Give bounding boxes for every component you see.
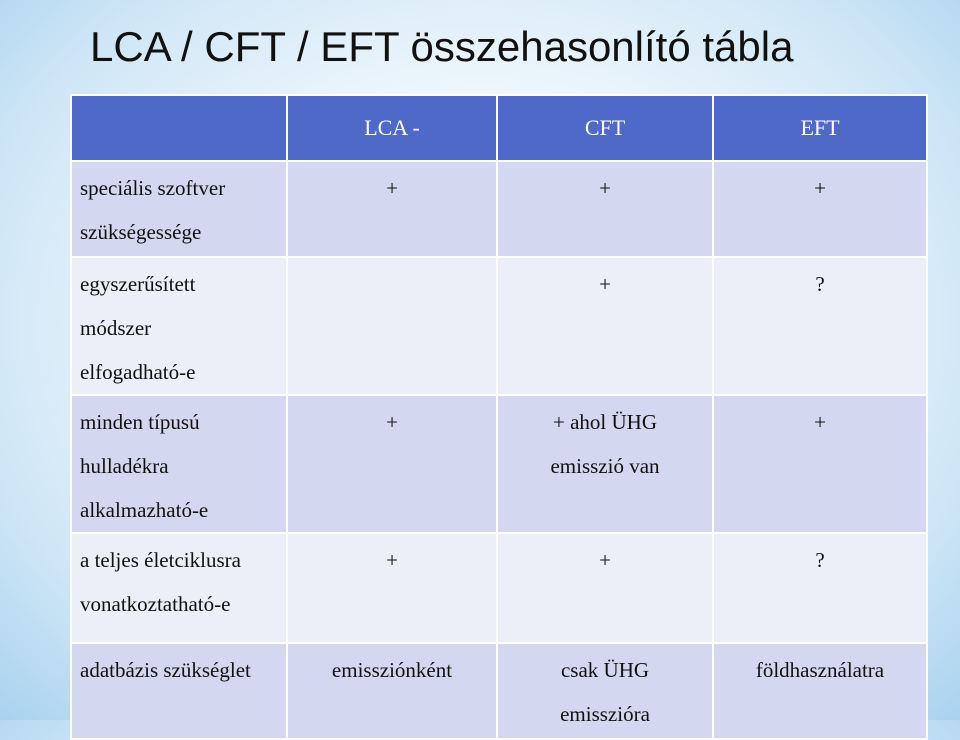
cell-text: + (599, 272, 611, 296)
header-cell-cft: CFT (497, 95, 713, 161)
row-label-line: szükségessége (80, 220, 202, 244)
comparison-table (70, 94, 928, 740)
row-label (71, 643, 287, 739)
cell-cft (497, 643, 713, 739)
cell-text: csak ÜHG (560, 658, 650, 682)
row-label-line: a teljes életciklusra (80, 548, 241, 572)
row-label (71, 533, 287, 643)
row-label-line: hulladékra (80, 454, 169, 478)
cell-text: emissziónként (331, 658, 453, 682)
cell-text: + (814, 410, 826, 434)
cell-text: + ahol ÜHG (553, 410, 657, 434)
cell-text: + (599, 176, 611, 200)
header-cell-lca: LCA - (287, 95, 497, 161)
table-row (71, 257, 927, 395)
cell-text: + (599, 548, 611, 572)
cell-eft (713, 643, 927, 739)
slide-title: LCA / CFT / EFT összehasonlító tábla (90, 23, 794, 70)
header-cell-empty (71, 95, 287, 161)
cell-text: emisszió van (550, 454, 660, 478)
cell-eft (713, 257, 927, 395)
cell-text: + (386, 548, 398, 572)
row-label-line: elfogadható-e (80, 360, 196, 384)
cell-text: ? (815, 272, 825, 296)
cell-eft (713, 395, 927, 533)
table-row (71, 395, 927, 533)
table-row (71, 643, 927, 739)
row-label-line: minden típusú (80, 410, 200, 434)
cell-text: ? (815, 548, 825, 572)
cell-text: földhasználatra (755, 658, 885, 682)
cell-text: + (814, 176, 826, 200)
cell-lca (287, 533, 497, 643)
cell-text: + (386, 410, 398, 434)
cell-text: + (386, 176, 398, 200)
cell-text: emisszióra (560, 702, 650, 726)
row-label (71, 257, 287, 395)
row-label-line: egyszerűsített (80, 272, 196, 296)
row-label-line: speciális szoftver (80, 176, 226, 200)
cell-cft (497, 395, 713, 533)
header-cell-eft: EFT (713, 95, 927, 161)
row-label-line: vonatkoztatható-e (80, 592, 231, 616)
cell-eft (713, 161, 927, 257)
cell-cft (497, 161, 713, 257)
row-label-line: alkalmazható-e (80, 498, 209, 522)
table-row (71, 533, 927, 643)
cell-cft (497, 257, 713, 395)
row-label-line: adatbázis szükséglet (80, 658, 251, 682)
table-row (71, 161, 927, 257)
cell-cft (497, 533, 713, 643)
cell-eft (713, 533, 927, 643)
row-label-line: módszer (80, 316, 152, 340)
row-label (71, 161, 287, 257)
header-row (71, 95, 927, 161)
cell-lca (287, 161, 497, 257)
cell-lca (287, 257, 497, 395)
row-label (71, 395, 287, 533)
cell-lca (287, 643, 497, 739)
cell-lca (287, 395, 497, 533)
